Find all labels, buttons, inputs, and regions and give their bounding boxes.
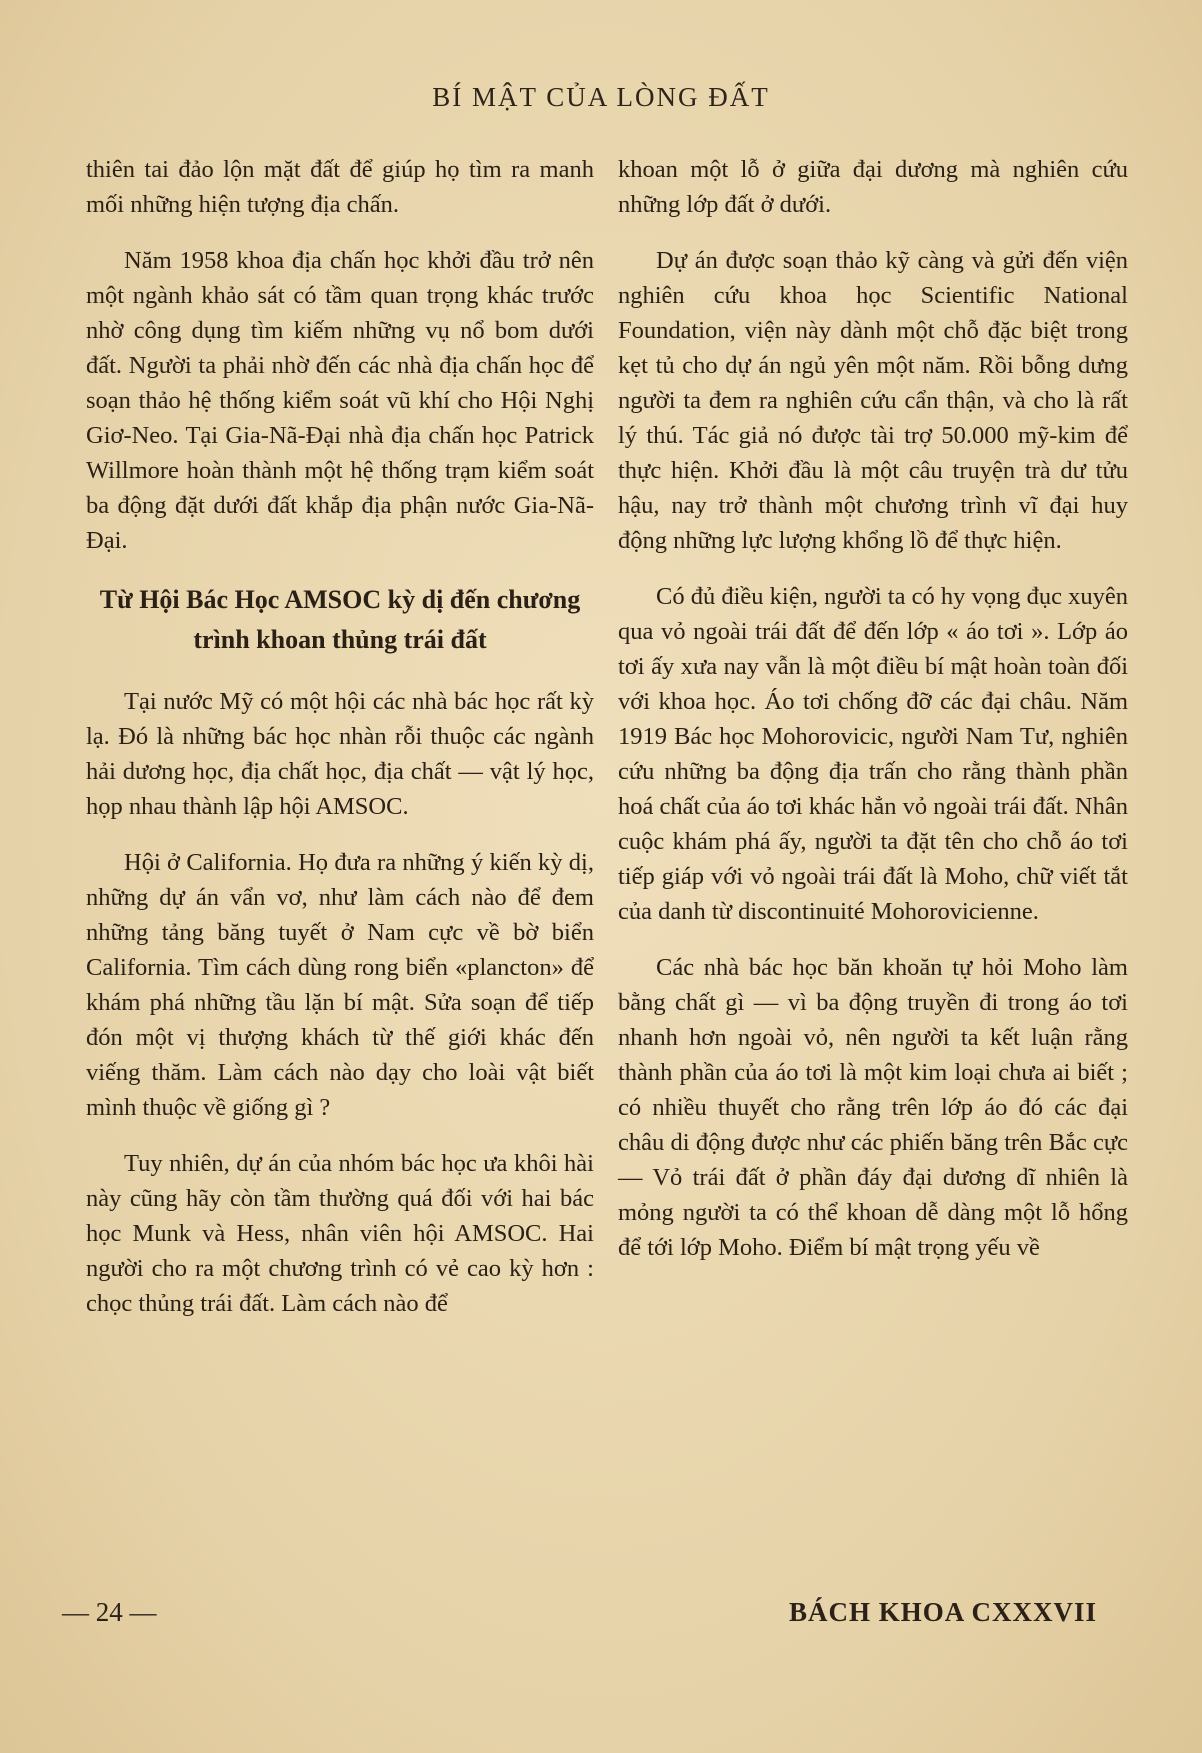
journal-name: BÁCH KHOA CXXXVII	[788, 1597, 1097, 1627]
paragraph: thiên tai đảo lộn mặt đất để giúp họ tìm ra manh mối những hiện tượng địa chấn.	[86, 156, 594, 218]
paragraph: Các nhà bác học băn khoăn tự hỏi Moho làm bằng chất gì — vì ba động truyền đi trong áo tơi nhanh hơn ngoài vỏ, nên người ta kết luận rằng thành phần của áo tơi là một kim loại chưa ai biết ; có nhiều thuyết cho rằng trên lớp áo đó các đại châu di động được như các phiến băng trên Bắc cực — Vỏ trái đất ở phần đáy đại dương dĩ nhiên là mỏng người ta có thể khoan dễ dàng một lỗ hổng để tới lớp Moho. Điểm bí mật trọng yếu về	[618, 954, 1128, 1261]
paragraph: Có đủ điều kiện, người ta có hy vọng đục xuyên qua vỏ ngoài trái đất để đến lớp « áo tơi ». Lớp áo tơi ấy xưa nay vẫn là một điều bí mật hoàn toàn đối với khoa học. Áo tơi chống đỡ các đại châu. Năm 1919 Bác học Mohorovicic, người Nam Tư, nghiên cứu những ba động địa trấn cho rằng thành phần hoá chất của áo tơi khác hẳn vỏ ngoài trái đất. Nhân cuộc khám phá ấy, người ta đặt tên cho chỗ áo tơi tiếp giáp với vỏ ngoài trái đất là Moho, chữ viết tắt của danh từ discontinuité Mohorovicienne.	[618, 583, 1128, 925]
paragraph: Hội ở California. Họ đưa ra những ý kiến kỳ dị, những dự án vẩn vơ, như làm cách nào để đem những tảng băng tuyết ở Nam cực về bờ biển California. Tìm cách dùng rong biển «plancton» để khám phá những tầu lặn bí mật. Sửa soạn để tiếp đón một vị thượng khách từ thế giới khác đến viếng thăm. Làm cách nào dạy cho loài vật biết mình thuộc về giống gì ?	[86, 849, 594, 1121]
paragraph: Năm 1958 khoa địa chấn học khởi đầu trở nên một ngành khảo sát có tầm quan trọng khác trước nhờ công dụng tìm kiếm những vụ nổ bom dưới đất. Người ta phải nhờ đến các nhà địa chấn học để soạn thảo hệ thống kiểm soát vũ khí cho Hội Nghị Giơ-Neo. Tại Gia-Nã-Đại nhà địa chấn học Patrick Willmore hoàn thành một hệ thống trạm kiểm soát ba động đặt dưới đất khắp địa phận nước Gia-Nã-Đại.	[86, 247, 594, 554]
paragraph: Tuy nhiên, dự án của nhóm bác học ưa khôi hài này cũng hãy còn tầm thường quá đối với hai bác học Munk và Hess, nhân viên hội AMSOC. Hai người cho ra một chương trình có vẻ cao kỳ hơn : chọc thủng trái đất. Làm cách nào để	[86, 1150, 594, 1317]
paragraph: Dự án được soạn thảo kỹ càng và gửi đến viện nghiên cứu khoa học Scientific National Foundation, viện này dành một chỗ đặc biệt trong kẹt tủ cho dự án ngủ yên một năm. Rồi bỗng dưng người ta đem ra nghiên cứu cẩn thận, và cho là rất lý thú. Tác giả nó được tài trợ 50.000 mỹ-kim để thực hiện. Khởi đầu là một câu truyện trà dư tửu hậu, nay trở thành một chương trình vĩ đại huy động những lực lượng khổng lồ để thực hiện.	[618, 247, 1128, 554]
paragraph: khoan một lỗ ở giữa đại dương mà nghiên cứu những lớp đất ở dưới.	[618, 156, 1128, 218]
left-column	[86, 152, 594, 1342]
paragraph: Tại nước Mỹ có một hội các nhà bác học rất kỳ lạ. Đó là những bác học nhàn rỗi thuộc các ngành hải dương học, địa chất học, địa chất — vật lý học, họp nhau thành lập hội AMSOC.	[86, 688, 594, 820]
page-number: — 24 —	[62, 1597, 157, 1627]
right-column	[618, 152, 1128, 1286]
running-head-title: BÍ MẬT CỦA LÒNG ĐẤT	[432, 82, 770, 112]
section-title: Từ Hội Bác Học AMSOC kỳ dị đến chương trình khoan thủng trái đất	[99, 585, 581, 654]
